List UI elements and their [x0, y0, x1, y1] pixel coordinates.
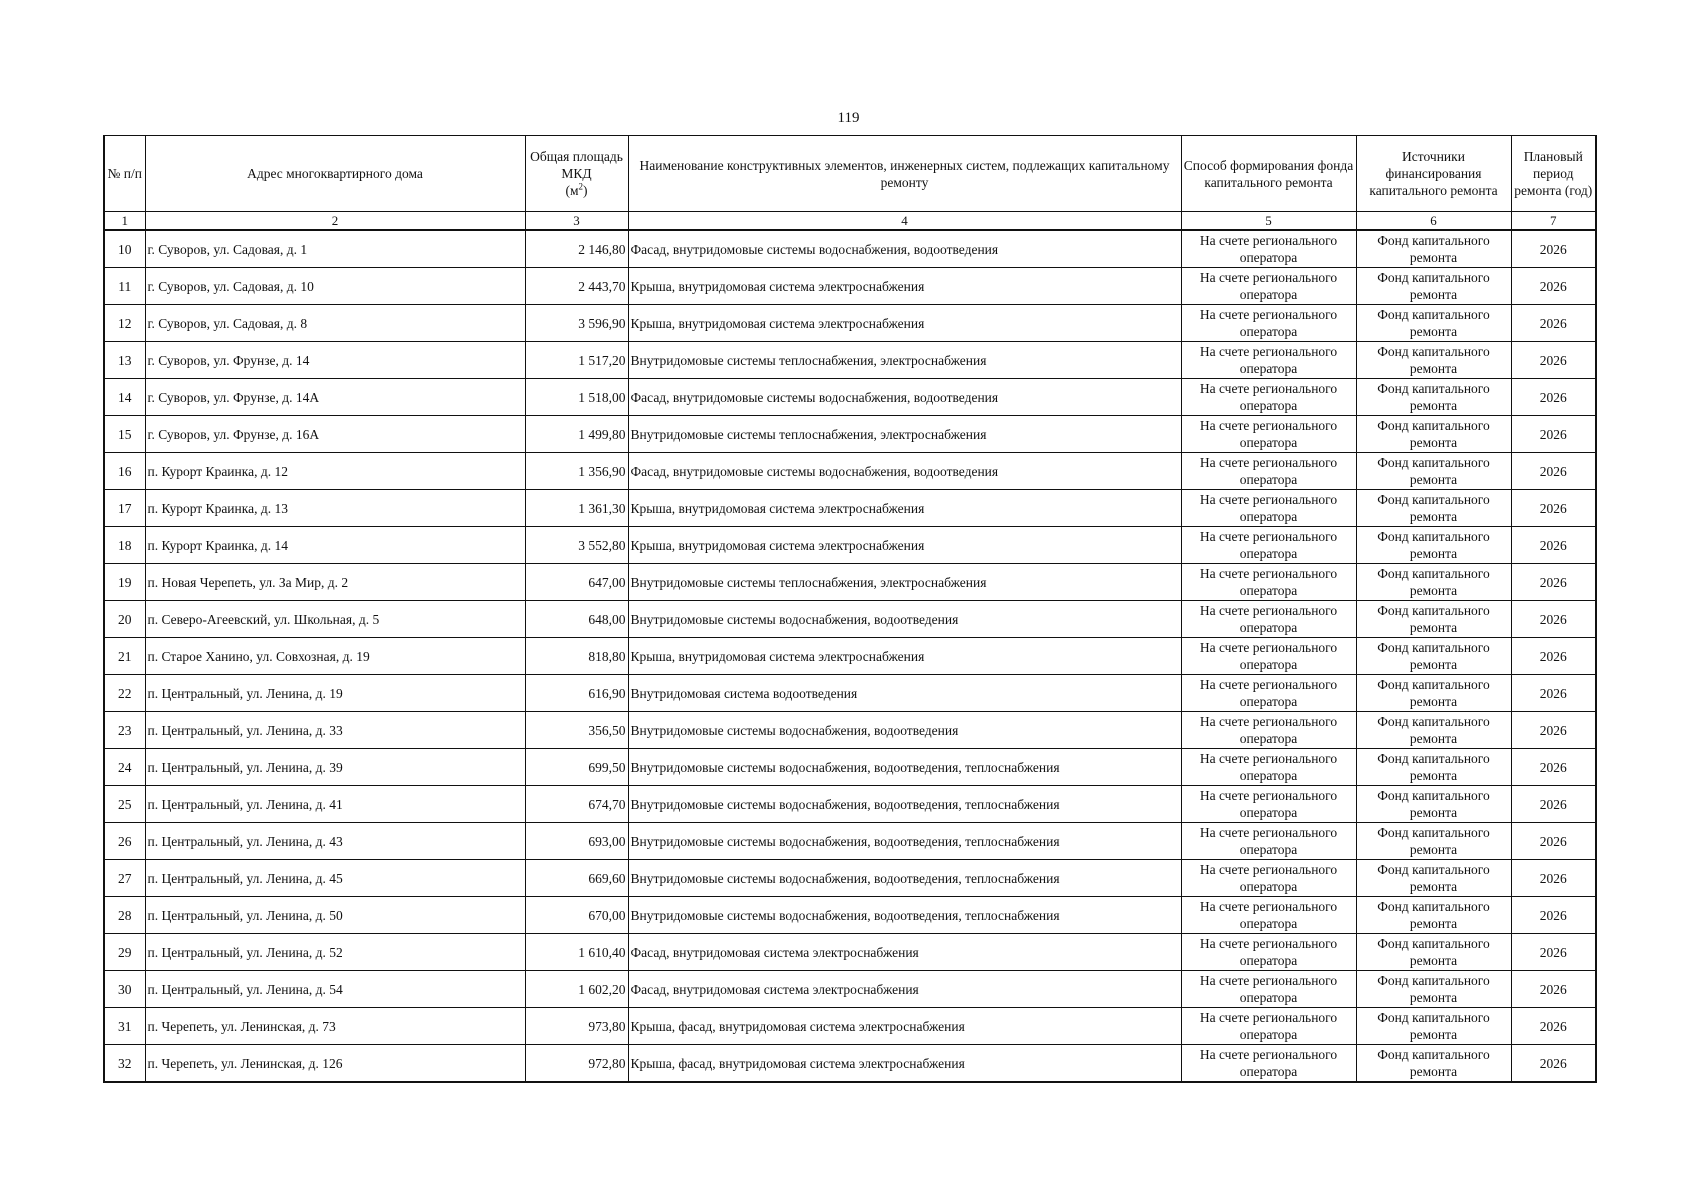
row-number-cell: 13 [104, 342, 145, 379]
funding-method-cell: На счете регионального оператора [1181, 712, 1356, 749]
table-row [104, 675, 1596, 712]
address-cell: п. Центральный, ул. Ленина, д. 33 [145, 712, 525, 749]
address-cell: п. Центральный, ул. Ленина, д. 41 [145, 786, 525, 823]
funding-method-cell: На счете регионального оператора [1181, 1008, 1356, 1045]
funding-source-cell: Фонд капитального ремонта [1356, 786, 1511, 823]
area-cell: 669,60 [525, 860, 628, 897]
area-cell: 648,00 [525, 601, 628, 638]
funding-method-cell: На счете регионального оператора [1181, 453, 1356, 490]
funding-method-cell: На счете регионального оператора [1181, 601, 1356, 638]
description-cell: Крыша, внутридомовая система электроснабжения [628, 638, 1181, 675]
area-cell: 674,70 [525, 786, 628, 823]
description-cell: Внутридомовые системы теплоснабжения, электроснабжения [628, 342, 1181, 379]
table-row [104, 971, 1596, 1008]
description-cell: Внутридомовые системы водоснабжения, водоотведения, теплоснабжения [628, 823, 1181, 860]
row-number-cell: 20 [104, 601, 145, 638]
column-number: 5 [1181, 212, 1356, 231]
repair-year-cell: 2026 [1511, 230, 1596, 268]
area-cell: 1 602,20 [525, 971, 628, 1008]
description-cell: Внутридомовые системы водоснабжения, водоотведения [628, 712, 1181, 749]
header-method: Способ формирования фонда капитального ремонта [1181, 136, 1356, 212]
repair-year-cell: 2026 [1511, 860, 1596, 897]
description-cell: Фасад, внутридомовая система электроснабжения [628, 971, 1181, 1008]
row-number-cell: 18 [104, 527, 145, 564]
funding-method-cell: На счете регионального оператора [1181, 305, 1356, 342]
row-number-cell: 31 [104, 1008, 145, 1045]
area-cell: 616,90 [525, 675, 628, 712]
row-number-cell: 17 [104, 490, 145, 527]
funding-source-cell: Фонд капитального ремонта [1356, 1008, 1511, 1045]
funding-source-cell: Фонд капитального ремонта [1356, 230, 1511, 268]
row-number-cell: 25 [104, 786, 145, 823]
row-number-cell: 26 [104, 823, 145, 860]
header-period: Плановый период ремонта (год) [1511, 136, 1596, 212]
area-cell: 1 361,30 [525, 490, 628, 527]
area-cell: 3 596,90 [525, 305, 628, 342]
area-cell: 647,00 [525, 564, 628, 601]
repair-year-cell: 2026 [1511, 712, 1596, 749]
table-row [104, 601, 1596, 638]
funding-method-cell: На счете регионального оператора [1181, 749, 1356, 786]
repair-year-cell: 2026 [1511, 786, 1596, 823]
column-number: 4 [628, 212, 1181, 231]
funding-method-cell: На счете регионального оператора [1181, 564, 1356, 601]
funding-source-cell: Фонд капитального ремонта [1356, 305, 1511, 342]
area-cell: 1 499,80 [525, 416, 628, 453]
repair-year-cell: 2026 [1511, 1008, 1596, 1045]
header-area-unit: $(м^2)$ [565, 181, 588, 198]
row-number-cell: 28 [104, 897, 145, 934]
funding-method-cell: На счете регионального оператора [1181, 638, 1356, 675]
description-cell: Фасад, внутридомовые системы водоснабжения, водоотведения [628, 453, 1181, 490]
address-cell: п. Центральный, ул. Ленина, д. 54 [145, 971, 525, 1008]
table-row [104, 379, 1596, 416]
table-row [104, 305, 1596, 342]
header-address: Адрес многоквартирного дома [145, 136, 525, 212]
repair-year-cell: 2026 [1511, 564, 1596, 601]
description-cell: Фасад, внутридомовая система электроснабжения [628, 934, 1181, 971]
funding-source-cell: Фонд капитального ремонта [1356, 268, 1511, 305]
repair-year-cell: 2026 [1511, 675, 1596, 712]
table-row [104, 897, 1596, 934]
address-cell: г. Суворов, ул. Садовая, д. 10 [145, 268, 525, 305]
address-cell: г. Суворов, ул. Фрунзе, д. 14А [145, 379, 525, 416]
funding-method-cell: На счете регионального оператора [1181, 897, 1356, 934]
area-cell: 1 518,00 [525, 379, 628, 416]
row-number-cell: 24 [104, 749, 145, 786]
funding-source-cell: Фонд капитального ремонта [1356, 712, 1511, 749]
description-cell: Крыша, фасад, внутридомовая система электроснабжения [628, 1045, 1181, 1083]
address-cell: п. Черепеть, ул. Ленинская, д. 126 [145, 1045, 525, 1083]
address-cell: п. Центральный, ул. Ленина, д. 50 [145, 897, 525, 934]
funding-method-cell: На счете регионального оператора [1181, 490, 1356, 527]
funding-method-cell: На счете регионального оператора [1181, 1045, 1356, 1083]
funding-source-cell: Фонд капитального ремонта [1356, 601, 1511, 638]
funding-source-cell: Фонд капитального ремонта [1356, 1045, 1511, 1083]
description-cell: Крыша, внутридомовая система электроснабжения [628, 490, 1181, 527]
repair-year-cell: 2026 [1511, 305, 1596, 342]
table-row [104, 749, 1596, 786]
table-row [104, 786, 1596, 823]
row-number-cell: 11 [104, 268, 145, 305]
address-cell: п. Старое Ханино, ул. Совхозная, д. 19 [145, 638, 525, 675]
area-cell: 1 517,20 [525, 342, 628, 379]
header-num: № п/п [104, 136, 145, 212]
capital-repair-table [103, 135, 1597, 1083]
funding-source-cell: Фонд капитального ремонта [1356, 860, 1511, 897]
area-cell: 693,00 [525, 823, 628, 860]
funding-method-cell: На счете регионального оператора [1181, 971, 1356, 1008]
repair-year-cell: 2026 [1511, 527, 1596, 564]
area-cell: 1 356,90 [525, 453, 628, 490]
area-cell: 972,80 [525, 1045, 628, 1083]
header-source: Источники финансирования капитального ремонта [1356, 136, 1511, 212]
description-cell: Внутридомовые системы теплоснабжения, электроснабжения [628, 564, 1181, 601]
header-area-label: Общая площадь МКД [530, 149, 623, 181]
funding-method-cell: На счете регионального оператора [1181, 860, 1356, 897]
address-cell: г. Суворов, ул. Фрунзе, д. 14 [145, 342, 525, 379]
row-number-cell: 14 [104, 379, 145, 416]
funding-method-cell: На счете регионального оператора [1181, 416, 1356, 453]
funding-method-cell: На счете регионального оператора [1181, 823, 1356, 860]
repair-year-cell: 2026 [1511, 934, 1596, 971]
column-number: 2 [145, 212, 525, 231]
column-number-row [104, 212, 1596, 231]
row-number-cell: 22 [104, 675, 145, 712]
funding-source-cell: Фонд капитального ремонта [1356, 379, 1511, 416]
table-row [104, 712, 1596, 749]
description-cell: Фасад, внутридомовые системы водоснабжения, водоотведения [628, 230, 1181, 268]
table-row [104, 564, 1596, 601]
column-number: 1 [104, 212, 145, 231]
description-cell: Крыша, внутридомовая система электроснабжения [628, 268, 1181, 305]
funding-source-cell: Фонд капитального ремонта [1356, 675, 1511, 712]
funding-method-cell: На счете регионального оператора [1181, 786, 1356, 823]
repair-year-cell: 2026 [1511, 453, 1596, 490]
page-number: 119 [837, 110, 860, 126]
funding-method-cell: На счете регионального оператора [1181, 230, 1356, 268]
description-cell: Внутридомовые системы водоснабжения, водоотведения [628, 601, 1181, 638]
table-row [104, 934, 1596, 971]
funding-source-cell: Фонд капитального ремонта [1356, 564, 1511, 601]
funding-source-cell: Фонд капитального ремонта [1356, 971, 1511, 1008]
repair-year-cell: 2026 [1511, 1045, 1596, 1083]
address-cell: п. Центральный, ул. Ленина, д. 45 [145, 860, 525, 897]
table-row [104, 230, 1596, 268]
row-number-cell: 21 [104, 638, 145, 675]
header-description: Наименование конструктивных элементов, инженерных систем, подлежащих капитальному ремонту [628, 136, 1181, 212]
address-cell: п. Новая Черепеть, ул. За Мир, д. 2 [145, 564, 525, 601]
address-cell: п. Северо-Агеевский, ул. Школьная, д. 5 [145, 601, 525, 638]
funding-source-cell: Фонд капитального ремонта [1356, 638, 1511, 675]
address-cell: г. Суворов, ул. Фрунзе, д. 16А [145, 416, 525, 453]
row-number-cell: 15 [104, 416, 145, 453]
table-row [104, 638, 1596, 675]
address-cell: п. Курорт Краинка, д. 13 [145, 490, 525, 527]
repair-year-cell: 2026 [1511, 971, 1596, 1008]
row-number-cell: 32 [104, 1045, 145, 1083]
address-cell: п. Центральный, ул. Ленина, д. 43 [145, 823, 525, 860]
repair-year-cell: 2026 [1511, 342, 1596, 379]
funding-method-cell: На счете регионального оператора [1181, 527, 1356, 564]
funding-method-cell: На счете регионального оператора [1181, 268, 1356, 305]
description-cell: Внутридомовые системы водоснабжения, водоотведения, теплоснабжения [628, 897, 1181, 934]
funding-source-cell: Фонд капитального ремонта [1356, 527, 1511, 564]
address-cell: п. Черепеть, ул. Ленинская, д. 73 [145, 1008, 525, 1045]
table-row [104, 416, 1596, 453]
table-body [104, 230, 1596, 1082]
funding-method-cell: На счете регионального оператора [1181, 342, 1356, 379]
description-cell: Крыша, внутридомовая система электроснабжения [628, 305, 1181, 342]
funding-method-cell: На счете регионального оператора [1181, 934, 1356, 971]
description-cell: Внутридомовые системы теплоснабжения, электроснабжения [628, 416, 1181, 453]
address-cell: п. Центральный, ул. Ленина, д. 52 [145, 934, 525, 971]
address-cell: п. Курорт Краинка, д. 12 [145, 453, 525, 490]
row-number-cell: 23 [104, 712, 145, 749]
funding-source-cell: Фонд капитального ремонта [1356, 342, 1511, 379]
table-row [104, 342, 1596, 379]
funding-source-cell: Фонд капитального ремонта [1356, 749, 1511, 786]
table-row [104, 268, 1596, 305]
area-cell: 973,80 [525, 1008, 628, 1045]
funding-method-cell: На счете регионального оператора [1181, 675, 1356, 712]
funding-source-cell: Фонд капитального ремонта [1356, 823, 1511, 860]
row-number-cell: 12 [104, 305, 145, 342]
repair-year-cell: 2026 [1511, 268, 1596, 305]
funding-source-cell: Фонд капитального ремонта [1356, 416, 1511, 453]
table-header-row [104, 136, 1596, 212]
repair-year-cell: 2026 [1511, 601, 1596, 638]
description-cell: Крыша, фасад, внутридомовая система электроснабжения [628, 1008, 1181, 1045]
area-cell: 670,00 [525, 897, 628, 934]
address-cell: п. Центральный, ул. Ленина, д. 19 [145, 675, 525, 712]
table-row [104, 490, 1596, 527]
repair-year-cell: 2026 [1511, 638, 1596, 675]
funding-source-cell: Фонд капитального ремонта [1356, 934, 1511, 971]
description-cell: Фасад, внутридомовые системы водоснабжения, водоотведения [628, 379, 1181, 416]
area-cell: 818,80 [525, 638, 628, 675]
address-cell: п. Курорт Краинка, д. 14 [145, 527, 525, 564]
description-cell: Внутридомовые системы водоснабжения, водоотведения, теплоснабжения [628, 749, 1181, 786]
table-row [104, 823, 1596, 860]
repair-year-cell: 2026 [1511, 823, 1596, 860]
repair-year-cell: 2026 [1511, 490, 1596, 527]
column-number: 7 [1511, 212, 1596, 231]
area-cell: 699,50 [525, 749, 628, 786]
header-area [525, 136, 628, 212]
row-number-cell: 19 [104, 564, 145, 601]
funding-source-cell: Фонд капитального ремонта [1356, 897, 1511, 934]
area-cell: 2 443,70 [525, 268, 628, 305]
row-number-cell: 30 [104, 971, 145, 1008]
description-cell: Внутридомовые системы водоснабжения, водоотведения, теплоснабжения [628, 786, 1181, 823]
area-cell: 3 552,80 [525, 527, 628, 564]
row-number-cell: 27 [104, 860, 145, 897]
table-row [104, 1008, 1596, 1045]
repair-year-cell: 2026 [1511, 416, 1596, 453]
table-row [104, 1045, 1596, 1083]
area-cell: 1 610,40 [525, 934, 628, 971]
area-cell: 356,50 [525, 712, 628, 749]
address-cell: г. Суворов, ул. Садовая, д. 1 [145, 230, 525, 268]
column-number: 6 [1356, 212, 1511, 231]
description-cell: Внутридомовая система водоотведения [628, 675, 1181, 712]
table-row [104, 860, 1596, 897]
funding-method-cell: На счете регионального оператора [1181, 379, 1356, 416]
address-cell: п. Центральный, ул. Ленина, д. 39 [145, 749, 525, 786]
description-cell: Внутридомовые системы водоснабжения, водоотведения, теплоснабжения [628, 860, 1181, 897]
row-number-cell: 10 [104, 230, 145, 268]
repair-year-cell: 2026 [1511, 749, 1596, 786]
repair-year-cell: 2026 [1511, 897, 1596, 934]
repair-year-cell: 2026 [1511, 379, 1596, 416]
column-number: 3 [525, 212, 628, 231]
address-cell: г. Суворов, ул. Садовая, д. 8 [145, 305, 525, 342]
funding-source-cell: Фонд капитального ремонта [1356, 453, 1511, 490]
table-row [104, 453, 1596, 490]
funding-source-cell: Фонд капитального ремонта [1356, 490, 1511, 527]
row-number-cell: 16 [104, 453, 145, 490]
area-cell: 2 146,80 [525, 230, 628, 268]
row-number-cell: 29 [104, 934, 145, 971]
description-cell: Крыша, внутридомовая система электроснабжения [628, 527, 1181, 564]
table-row [104, 527, 1596, 564]
